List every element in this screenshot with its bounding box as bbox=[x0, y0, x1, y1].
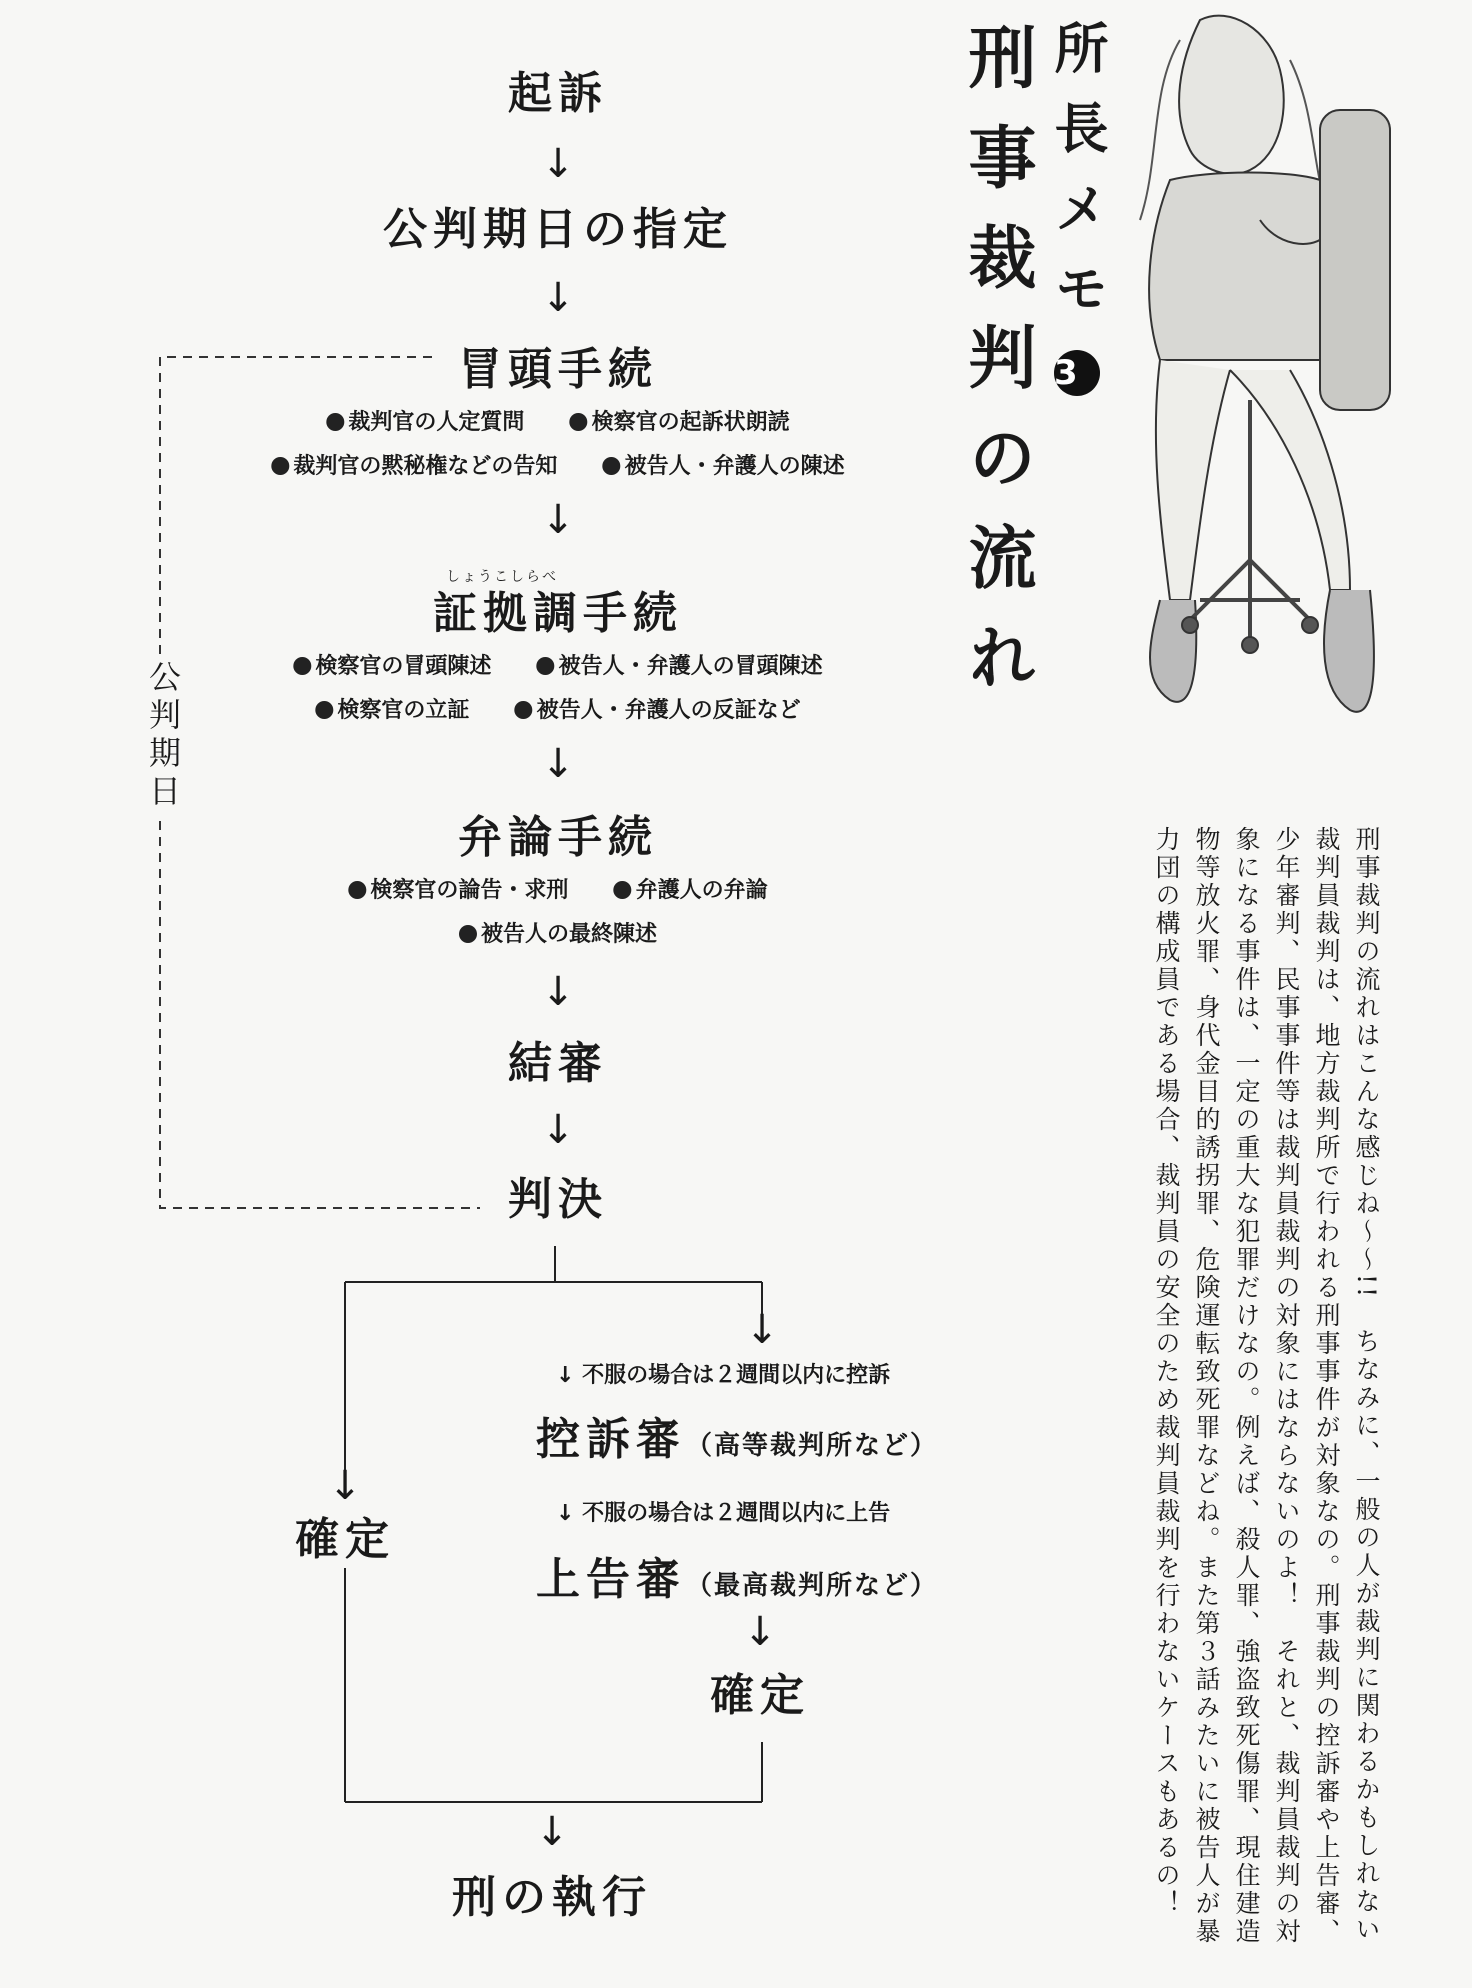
arrow-down: ↓ bbox=[541, 497, 575, 543]
shoko-ruby: しょうこしらべ bbox=[446, 569, 558, 585]
bullet-icon bbox=[459, 925, 477, 943]
arrow-down: ↓ bbox=[535, 1809, 569, 1855]
benron-item: 弁護人の弁論 bbox=[635, 878, 768, 903]
lawyer-illustration bbox=[1080, 0, 1472, 760]
bullet-icon bbox=[326, 413, 344, 431]
shoko-item: 被告人・弁護人の反証など bbox=[536, 698, 801, 723]
bullet-icon bbox=[315, 701, 333, 719]
step-kakutei-left: 確定 bbox=[295, 1514, 395, 1565]
benron-item: 被告人の最終陳述 bbox=[480, 922, 658, 947]
jokoku-note: ↓ 不服の場合は２週間以内に上告 bbox=[556, 1501, 891, 1526]
bullet-icon bbox=[537, 657, 555, 675]
koso-title: 控訴審 bbox=[536, 1414, 686, 1465]
step-jokoku bbox=[536, 1554, 939, 1605]
step-hanketsu: 判決 bbox=[508, 1174, 608, 1225]
arrow-down: ↓ bbox=[328, 1463, 362, 1509]
step-benron-title: 弁論手続 bbox=[458, 812, 658, 863]
shoko-items-row2 bbox=[315, 700, 800, 722]
bullet-icon bbox=[570, 413, 588, 431]
boto-item: 被告人・弁護人の陳述 bbox=[624, 454, 845, 479]
arrow-down: ↓ bbox=[541, 1107, 575, 1153]
shoko-item: 被告人・弁護人の冒頭陳述 bbox=[558, 654, 823, 679]
boto-items-row1 bbox=[326, 412, 789, 434]
benron-items-row1 bbox=[348, 880, 767, 902]
bullet-icon bbox=[515, 701, 533, 719]
arrow-down: ↓ bbox=[541, 969, 575, 1015]
arrow-down: ↓ bbox=[743, 1609, 777, 1655]
step-kakutei-right: 確定 bbox=[710, 1670, 810, 1721]
boto-item: 裁判官の黙秘権などの告知 bbox=[293, 454, 558, 479]
bullet-icon bbox=[348, 881, 366, 899]
koso-court: （高等裁判所など） bbox=[686, 1431, 939, 1461]
step-boto-title: 冒頭手続 bbox=[458, 344, 658, 395]
kohan-bracket-line bbox=[160, 357, 480, 1208]
shoko-items-row1 bbox=[293, 656, 822, 678]
benron-items-row2 bbox=[459, 924, 657, 946]
step-koso bbox=[536, 1414, 939, 1465]
memo-header: 所長メモ3 bbox=[1050, 20, 1104, 460]
memo-body: 刑事裁判の流れはこんな感じね〜〜!! ちなみに、一般の人が裁判に関わるかもしれない裁判員裁判は、地方裁判所で行われる刑事事件が対象なの。刑事裁判の控訴審や上告審、少年審判、民事事件等は裁判員裁判の対象にはならないのよ！ それと、裁判員裁判の対象になる事件は、一定の重大な犯罪だけなの。例えば、殺人罪、強盗致死傷罪、現住建造物等放火罪、身代金目的誘拐罪、危険運転致死罪などね。また第３話みたいに被告人が暴力団の構成員である場合、裁判員の安全のため裁判員裁判を行わないケースもあるの！ bbox=[1152, 826, 1381, 1946]
jokoku-court: （最高裁判所など） bbox=[686, 1571, 939, 1601]
boto-items-row2 bbox=[271, 456, 844, 478]
bullet-icon bbox=[614, 881, 632, 899]
kohan-kijitsu-label: 公判期日 bbox=[140, 654, 186, 818]
shoko-item: 検察官の立証 bbox=[337, 698, 470, 723]
memo-number-badge: 3 bbox=[1054, 350, 1100, 396]
arrow-down: ↓ bbox=[541, 741, 575, 787]
bullet-icon bbox=[293, 657, 311, 675]
boto-item: 検察官の起訴状朗読 bbox=[591, 410, 790, 435]
bullet-icon bbox=[271, 457, 289, 475]
memo-title: 刑事裁判の流れ bbox=[957, 22, 1036, 722]
boto-item: 裁判官の人定質問 bbox=[348, 410, 525, 435]
koso-note: ↓ 不服の場合は２週間以内に控訴 bbox=[556, 1363, 891, 1388]
bullet-icon bbox=[603, 457, 621, 475]
benron-item: 検察官の論告・求刑 bbox=[370, 878, 569, 903]
arrow-down: ↓ bbox=[541, 275, 575, 321]
arrow-down: ↓ bbox=[556, 1501, 575, 1526]
arrow-down: ↓ bbox=[556, 1363, 575, 1388]
arrow-down: ↓ bbox=[541, 141, 575, 187]
step-shitei: 公判期日の指定 bbox=[383, 204, 733, 255]
arrow-down: ↓ bbox=[745, 1307, 779, 1353]
step-shoko-title: 証拠調手続 bbox=[433, 588, 683, 639]
jokoku-title: 上告審 bbox=[536, 1554, 686, 1605]
step-shikko: 刑の執行 bbox=[452, 1872, 652, 1923]
step-kiso: 起訴 bbox=[508, 68, 608, 119]
shoko-item: 検察官の冒頭陳述 bbox=[315, 654, 492, 679]
step-kesshin: 結審 bbox=[508, 1038, 608, 1089]
